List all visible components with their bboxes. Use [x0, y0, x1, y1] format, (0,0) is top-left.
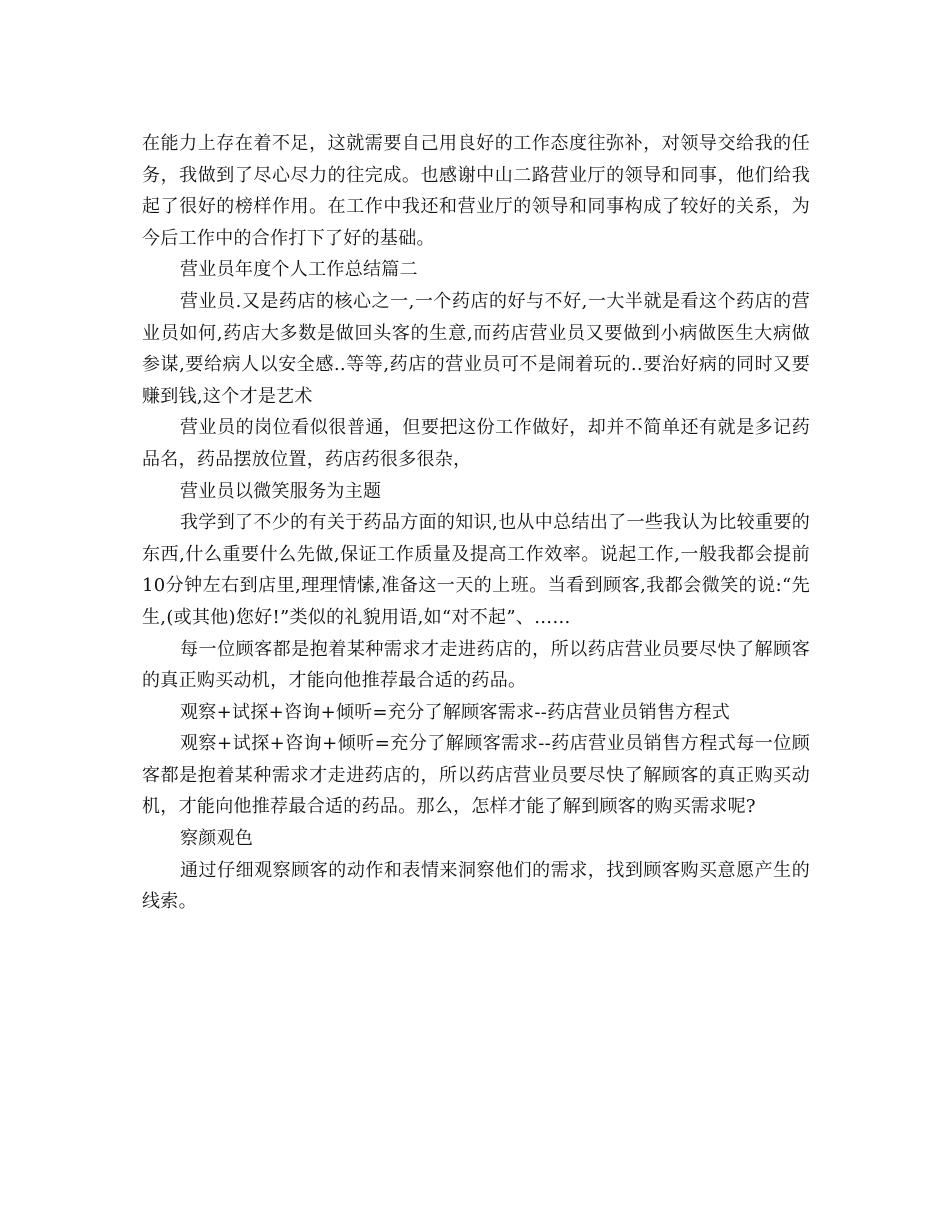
document-body — [142, 128, 810, 918]
paragraph-4: 营业员的岗位看似很普通，但要把这份工作做好，却并不简单还有就是多记药品名，药品摆放位置，药店药很多很杂， — [142, 417, 810, 470]
paragraph-11: 通过仔细观察顾客的动作和表情来洞察他们的需求，找到顾客购买意愿产生的线索。 — [142, 859, 810, 913]
paragraph-8: 观察+试探+咨询+倾听=充分了解顾客需求--药店营业员销售方程式 — [180, 701, 731, 723]
paragraph-9: 观察+试探+咨询+倾听=充分了解顾客需求--药店营业员销售方程式每一位顾客都是抱着某种需求才走进药店的，所以药店营业员要尽快了解顾客的真正购买动机，才能向他推荐最合适的药品。那么，怎样才能了解到顾客的购买需求呢? — [142, 733, 810, 818]
paragraph-7: 每一位顾客都是抱着某种需求才走进药店的，所以药店营业员要尽快了解顾客的真正购买动机，才能向他推荐最合适的药品。 — [142, 638, 810, 692]
paragraph-10: 察颜观色 — [180, 828, 254, 850]
paragraph-3: 营业员.又是药店的核心之一,一个药店的好与不好,一大半就是看这个药店的营业员如何,药店大多数是做回头客的生意,而药店营业员又要做到小病做医生大病做参谋,要给病人以安全感..等等,药店的营业员可不是闹着玩的..要治好病的同时又要赚到钱,这个才是艺术 — [142, 290, 810, 407]
paragraph-6: 我学到了不少的有关于药品方面的知识,也从中总结出了一些我认为比较重要的东西,什么重要什么先做,保证工作质量及提高工作效率。说起工作,一般我都会提前10分钟左右到店里,理理情愫,准备这一天的上班。当看到顾客,我都会微笑的说:“先生,(或其他)您好!”类似的礼貌用语,如“对不起”、…… — [142, 512, 810, 628]
paragraph-5: 营业员以微笑服务为主题 — [180, 480, 382, 502]
section-heading: 营业员年度个人工作总结篇二 — [180, 259, 418, 281]
paragraph-1: 在能力上存在着不足，这就需要自己用良好的工作态度往弥补，对领导交给我的任务，我做到了尽心尽力的往完成。也感谢中山二路营业厅的领导和同事，他们给我起了很好的榜样作用。在工作中我还和营业厅的领导和同事构成了较好的关系，为今后工作中的合作打下了好的基础。 — [142, 133, 810, 249]
